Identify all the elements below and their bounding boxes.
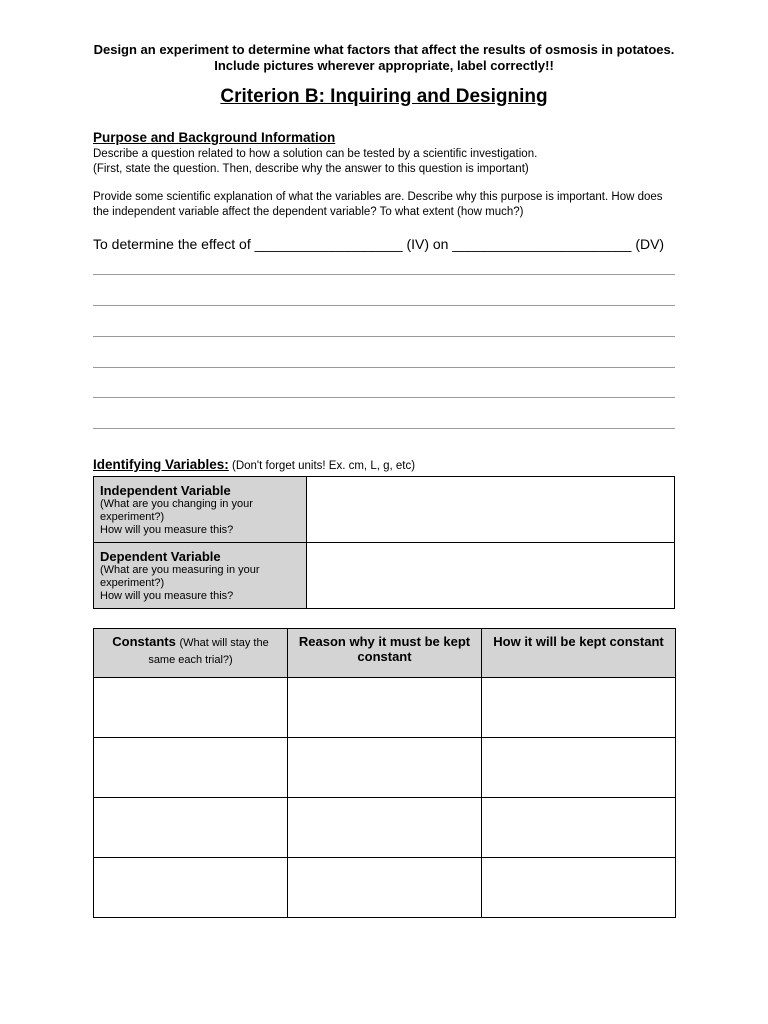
- purpose-description: [93, 147, 693, 177]
- method-cell[interactable]: [482, 738, 676, 798]
- reason-cell[interactable]: [288, 678, 482, 738]
- constants-column-header: [94, 629, 288, 678]
- purpose-fill-sentence[interactable]: To determine the effect of ___________________ (IV) on _______________________ (DV): [93, 236, 665, 252]
- constants-table: [93, 628, 676, 918]
- writing-line[interactable]: [93, 397, 675, 398]
- instructions-header: [60, 42, 708, 74]
- independent-variable-title: Independent Variable: [100, 483, 231, 498]
- purpose-line-1: Describe a question related to how a solution can be tested by a scientific investigation.: [93, 148, 538, 160]
- dependent-variable-row: [94, 543, 675, 609]
- dependent-variable-prompt-1: (What are you measuring in your: [100, 564, 260, 576]
- table-row: [94, 678, 676, 738]
- reason-cell[interactable]: [288, 798, 482, 858]
- instructions-line-1: Design an experiment to determine what factors that affect the results of osmosis in potatoes.: [93, 42, 675, 57]
- dependent-variable-answer-cell[interactable]: [307, 543, 675, 609]
- independent-variable-row: [94, 477, 675, 543]
- variables-note: (Don't forget units! Ex. cm, L, g, etc): [232, 460, 416, 472]
- dependent-variable-label: [94, 543, 307, 609]
- reason-column-header: Reason why it must be kept constant: [288, 629, 482, 678]
- page-title: Criterion B: Inquiring and Designing: [220, 86, 548, 107]
- method-cell[interactable]: [482, 798, 676, 858]
- writing-line[interactable]: [93, 336, 675, 337]
- purpose-line-2: (First, state the question. Then, describe why the answer to this question is important): [93, 163, 529, 175]
- writing-line[interactable]: [93, 367, 675, 368]
- constant-cell[interactable]: [94, 678, 288, 738]
- explanation-line-1: Provide some scientific explanation of what the variables are. Describe why this purpose is important. How does: [93, 191, 663, 203]
- independent-variable-label: [94, 477, 307, 543]
- variables-heading: Identifying Variables:: [93, 457, 229, 472]
- reason-cell[interactable]: [288, 738, 482, 798]
- table-row: [94, 738, 676, 798]
- instructions-line-2: Include pictures wherever appropriate, label correctly!!: [214, 58, 554, 73]
- table-row: [94, 798, 676, 858]
- constant-cell[interactable]: [94, 738, 288, 798]
- independent-variable-prompt-1: (What are you changing in your: [100, 498, 253, 510]
- constant-cell[interactable]: [94, 798, 288, 858]
- variables-table: [93, 476, 675, 609]
- constant-cell[interactable]: [94, 858, 288, 918]
- variables-heading-row: [93, 457, 415, 472]
- writing-line[interactable]: [93, 428, 675, 429]
- reason-cell[interactable]: [288, 858, 482, 918]
- method-column-header: How it will be kept constant: [482, 629, 676, 678]
- dependent-variable-prompt-2: experiment?): [100, 577, 165, 589]
- explanation-description: [93, 190, 693, 220]
- independent-variable-answer-cell[interactable]: [307, 477, 675, 543]
- table-row: [94, 858, 676, 918]
- constants-header-row: [94, 629, 676, 678]
- independent-variable-prompt-3: How will you measure this?: [100, 524, 234, 536]
- purpose-heading: Purpose and Background Information: [93, 130, 336, 145]
- method-cell[interactable]: [482, 678, 676, 738]
- writing-line[interactable]: [93, 305, 675, 306]
- constants-column-note: (What will stay the same each trial?): [148, 637, 269, 666]
- method-cell[interactable]: [482, 858, 676, 918]
- writing-line[interactable]: [93, 274, 675, 275]
- dependent-variable-title: Dependent Variable: [100, 549, 221, 564]
- independent-variable-prompt-2: experiment?): [100, 511, 165, 523]
- constants-column-title: Constants: [112, 634, 176, 649]
- dependent-variable-prompt-3: How will you measure this?: [100, 590, 234, 602]
- explanation-line-2: the independent variable affect the dependent variable? To what extent (how much?): [93, 206, 524, 218]
